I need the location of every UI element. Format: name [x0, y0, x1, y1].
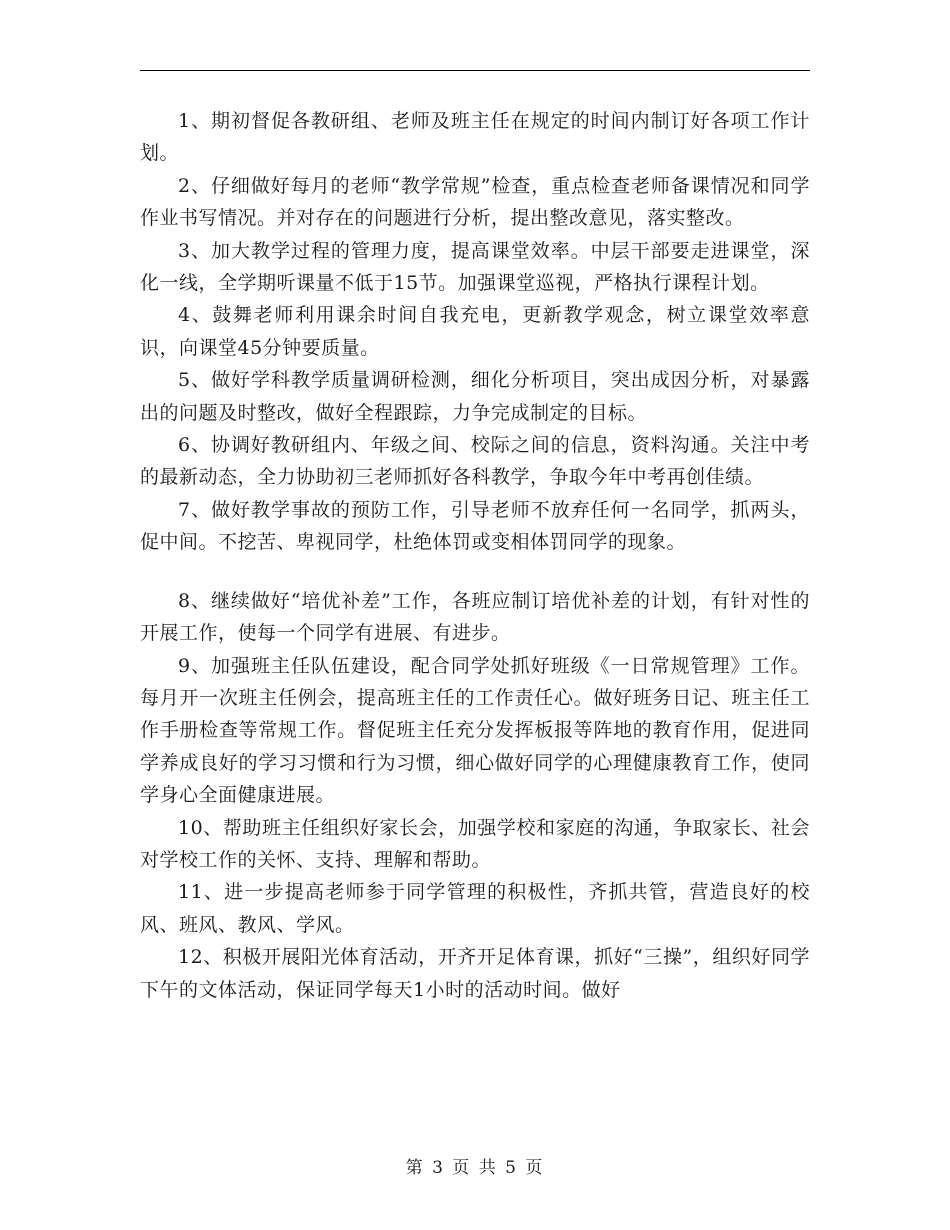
paragraph-5: 5、做好学科教学质量调研检测，细化分析项目，突出成因分析，对暴露出的问题及时整改，做好全程跟踪，力争完成制定的目标。	[140, 369, 810, 424]
paragraph-6: 6、协调好教研组内、年级之间、校际之间的信息，资料沟通。关注中考的最新动态，全力协助初三老师抓好各科教学，争取今年中考再创佳绩。	[140, 434, 810, 489]
paragraph-8: 8、继续做好“培优补差”工作，各班应制订培优补差的计划，有针对性的开展工作，使每一个同学有进展、有进步。	[140, 589, 810, 645]
paragraph-9: 9、加强班主任队伍建设，配合同学处抓好班级《一日常规管理》工作。每月开一次班主任例会，提高班主任的工作责任心。做好班务日记、班主任工作手册检查等常规工作。督促班主任充分发挥板报等阵地的教育作用，促进同学养成良好的学习习惯和行为习惯，细心做好同学的心理健康教育工作，使同学身心全面健康进展。	[140, 654, 810, 807]
paragraph-7: 7、做好教学事故的预防工作，引导老师不放弃任何一名同学，抓两头，促中间。不挖苦、卑视同学，杜绝体罚或变相体罚同学的现象。	[140, 498, 810, 554]
document-body	[140, 105, 810, 1006]
paragraph-3: 3、加大教学过程的管理力度，提高课堂效率。中层干部要走进课堂，深化一线，全学期听课量不低于15节。加强课堂巡视，严格执行课程计划。	[140, 239, 810, 295]
page-number: 第 3 页 共 5 页	[405, 1158, 545, 1178]
paragraph-10: 10、帮助班主任组织好家长会，加强学校和家庭的沟通，争取家长、社会对学校工作的关怀、支持、理解和帮助。	[140, 816, 810, 871]
paragraph-1: 1、期初督促各教研组、老师及班主任在规定的时间内制订好各项工作计划。	[140, 110, 810, 165]
paragraph-2: 2、仔细做好每月的老师“教学常规”检查，重点检查老师备课情况和同学作业书写情况。并对存在的问题进行分析，提出整改意见，落实整改。	[140, 174, 810, 230]
paragraph-12: 12、积极开展阳光体育活动，开齐开足体育课，抓好“三操”，组织好同学下午的文体活动，保证同学每天1小时的活动时间。做好	[140, 946, 810, 1001]
paragraph-4: 4、鼓舞老师利用课余时间自我充电，更新教学观念，树立课堂效率意识，向课堂45分钟要质量。	[140, 304, 810, 359]
paragraph-11: 11、进一步提高老师参于同学管理的积极性，齐抓共管，营造良好的校风、班风、教风、学风。	[140, 881, 810, 936]
header-rule	[140, 70, 810, 71]
